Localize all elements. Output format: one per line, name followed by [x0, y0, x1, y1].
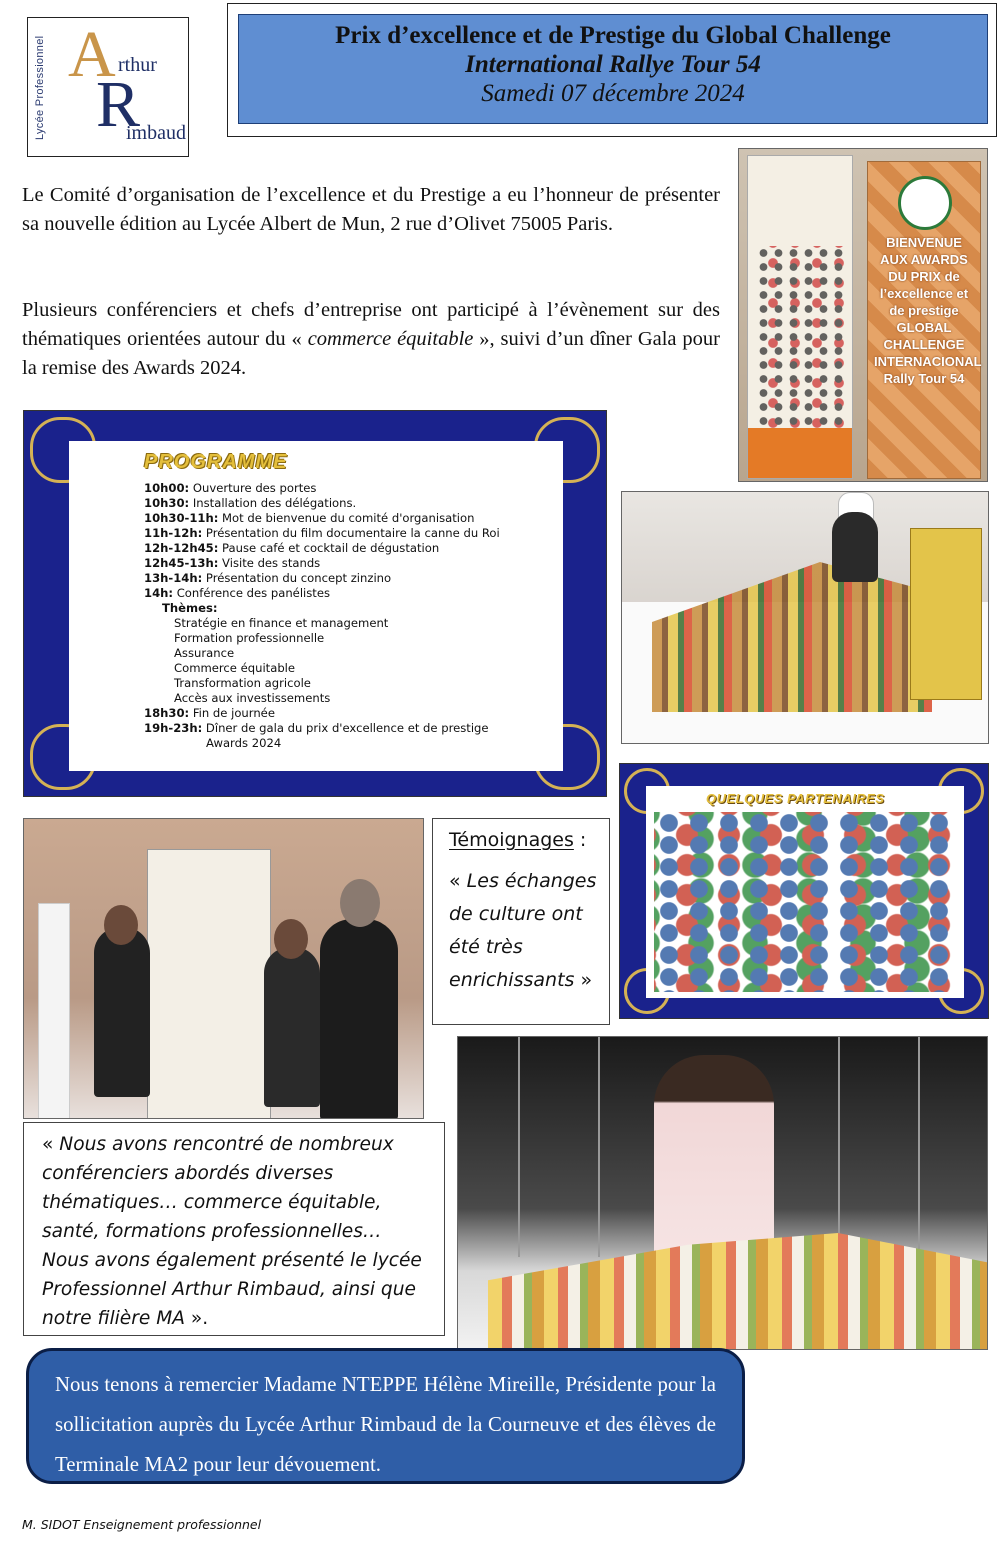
program-item	[144, 706, 554, 721]
program-activity: Pause café et cocktail de dégustation	[218, 541, 440, 555]
program-time: 10h30-11h:	[144, 511, 219, 525]
banner-footer	[748, 428, 852, 478]
program-theme: Transformation agricole	[174, 676, 311, 690]
testimonial-box	[432, 818, 610, 1025]
student-quote	[42, 1130, 430, 1333]
program-time: 10h00:	[144, 481, 190, 495]
school-logo	[27, 17, 189, 157]
logo-letter-r: R	[96, 68, 141, 141]
program-item	[144, 541, 554, 556]
header-subtitle: International Rallye Tour 54	[465, 51, 761, 78]
program-time: 11h-12h:	[144, 526, 203, 540]
program-activity: Visite des stands	[218, 556, 321, 570]
program-theme: Formation professionnelle	[174, 631, 325, 645]
program-time: 14h:	[144, 586, 174, 600]
header-banner	[238, 14, 988, 124]
awards-banner-text: BIENVENUE AUX AWARDS DU PRIX de l’excellence et de prestige GLOBAL CHALLENGE INTERNACIONAL Rally Tour 54	[874, 235, 982, 386]
header-date: Samedi 07 décembre 2024	[481, 80, 745, 107]
stand-poster	[910, 528, 982, 700]
program-item	[144, 511, 554, 526]
program-activity: Installation des délégations.	[189, 496, 357, 510]
blurred-face	[340, 879, 380, 927]
program-activity: Fin de journée	[189, 706, 275, 720]
signature: M. SIDOT Enseignement professionnel	[22, 1517, 262, 1532]
decor-column	[38, 903, 70, 1119]
window-frame	[838, 1037, 840, 1257]
product-display	[488, 1233, 988, 1350]
intro-emphasis: commerce équitable	[307, 328, 474, 350]
awards-seal-icon	[898, 176, 952, 230]
program-item	[144, 571, 554, 586]
intro-text-before: Plusieurs conférenciers et chefs d’entreprise ont participé à l’évènement sur des thématiques orientées autour du «	[22, 299, 720, 350]
student-figure	[94, 927, 150, 1097]
program-activity: Mot de bienvenue du comité d'organisation	[218, 511, 475, 525]
photo-students	[23, 818, 424, 1119]
chef-figure	[832, 512, 878, 582]
quote-box	[23, 1122, 445, 1336]
program-item	[144, 496, 554, 511]
thanks-text: Nous tenons à remercier Madame NTEPPE Hélène Mireille, Présidente pour la sollicitation auprès du Lycée Arthur Rimbaud de la Courneuve et des élèves de Terminale MA2 pour leur dévouement.	[55, 1373, 716, 1476]
logo-letter-a: A	[68, 18, 116, 91]
sponsor-logo-grid	[756, 246, 844, 436]
program-activity: Conférence des panélistes	[173, 586, 331, 600]
program-item	[144, 481, 554, 496]
partner-logos	[654, 812, 956, 992]
window-frame	[598, 1037, 600, 1257]
student-face	[274, 919, 308, 959]
intro-paragraph-2	[22, 296, 720, 383]
partners-panel	[619, 763, 989, 1019]
awards-rollup-banner	[867, 161, 981, 479]
program-activity: Présentation du concept zinzino	[202, 571, 392, 585]
intro-text-after: », suivi d’un dîner Gala pour la remise des Awards 2024.	[22, 328, 721, 379]
program-theme: Assurance	[174, 646, 235, 660]
program-activity: Présentation du film documentaire la canne du Roi	[202, 526, 500, 540]
quote-text: Nous avons rencontré de nombreux conférenciers abordés diverses thématiques… commerce équitable, santé, formations professionnelles… Nous avons également présenté le lycée Professionnel Arthur Rimbaud, ainsi que notre filière MA	[42, 1134, 422, 1329]
quote-close: »	[574, 969, 593, 991]
partners-title: QUELQUES PARTENAIRES	[706, 791, 885, 806]
program-last-line: Awards 2024	[206, 736, 282, 750]
program-time: 18h30:	[144, 706, 190, 720]
sponsor-rollup-banner	[747, 155, 853, 479]
program-themes-label: Thèmes:	[162, 601, 218, 615]
program-title: PROGRAMME	[144, 451, 288, 473]
student-figure	[264, 947, 320, 1107]
program-activity: Dîner de gala du prix d'excellence et de prestige	[202, 721, 489, 735]
program-panel	[23, 410, 607, 797]
window-frame	[518, 1037, 520, 1257]
student-figure	[320, 919, 398, 1119]
program-time: 13h-14h:	[144, 571, 203, 585]
testimonial-colon: :	[573, 829, 587, 851]
testimonial-text: Les échanges de culture ont été très enrichissants	[449, 870, 597, 991]
logo-word-rimbaud: imbaud	[126, 122, 186, 144]
program-activity: Ouverture des portes	[189, 481, 317, 495]
program-time: 12h-12h45:	[144, 541, 219, 555]
thanks-box	[26, 1348, 745, 1484]
photo-exhibitor	[457, 1036, 988, 1350]
photo-product-stand	[621, 491, 989, 744]
program-time: 12h45-13h:	[144, 556, 219, 570]
program-item	[144, 556, 554, 571]
logo-school-type: Lycée Professionnel	[34, 35, 46, 141]
window-frame	[918, 1037, 920, 1257]
quote-close: ».	[185, 1308, 209, 1329]
program-item	[144, 586, 554, 601]
product-display	[652, 562, 932, 712]
header-title: Prix d’excellence et de Prestige du Global Challenge	[335, 22, 891, 49]
program-time: 19h-23h:	[144, 721, 203, 735]
photo-welcome-banners	[738, 148, 988, 482]
quote-open: «	[449, 870, 467, 892]
quote-open: «	[42, 1134, 60, 1155]
program-theme: Stratégie en finance et management	[174, 616, 389, 630]
program-item	[144, 526, 554, 541]
testimonial-heading	[449, 829, 609, 851]
intro-paragraph-1: Le Comité d’organisation de l’excellence et du Prestige a eu l’honneur de présenter sa nouvelle édition au Lycée Albert de Mun, 2 rue d’Olivet 75005 Paris.	[22, 184, 720, 235]
student-face	[104, 905, 138, 945]
association-poster	[147, 849, 271, 1119]
testimonial-quote	[449, 865, 609, 997]
testimonial-label: Témoignages	[449, 829, 574, 851]
program-time: 10h30:	[144, 496, 190, 510]
program-item	[144, 721, 554, 736]
program-list	[144, 481, 554, 751]
program-theme: Commerce équitable	[174, 661, 296, 675]
logo-word-arthur: rthur	[118, 54, 157, 76]
program-theme: Accès aux investissements	[174, 691, 331, 705]
